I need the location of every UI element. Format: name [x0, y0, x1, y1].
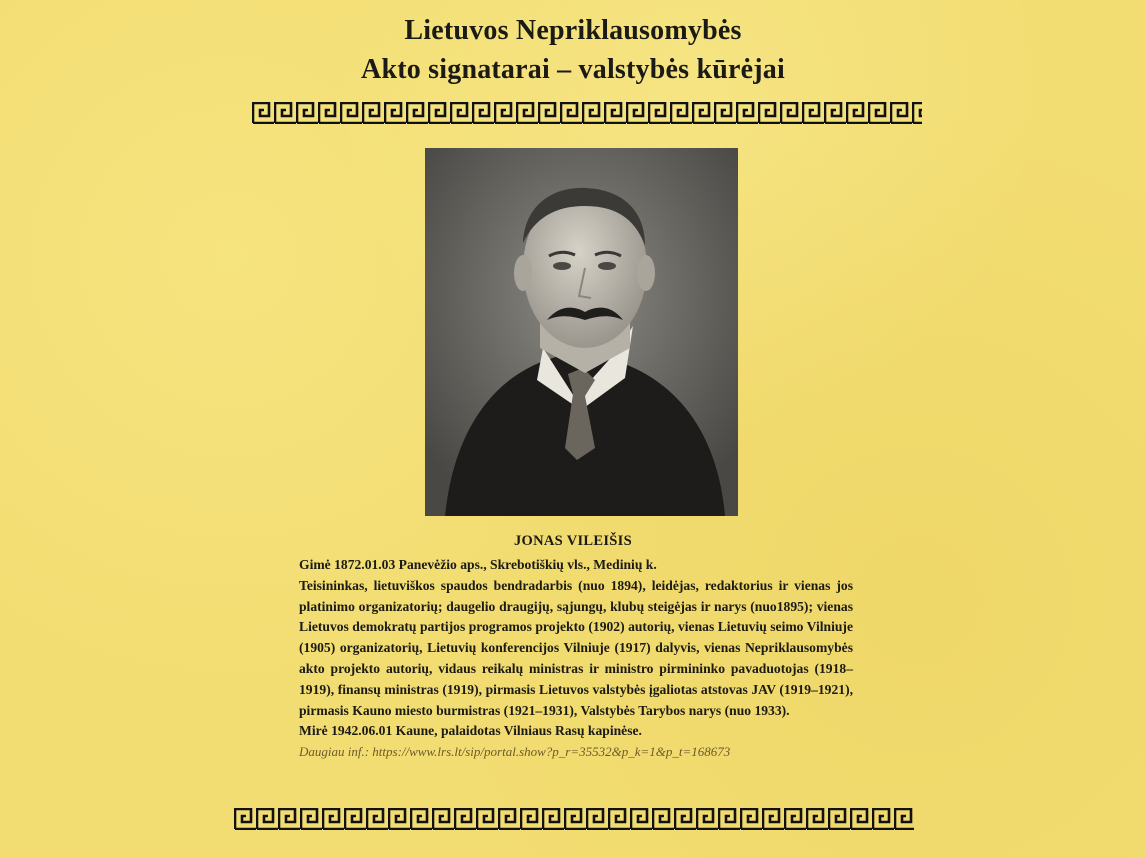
- greek-key-border-top: [252, 102, 922, 124]
- birth-info: Gimė 1872.01.03 Panevėžio aps., Skrebotiškių vls., Medinių k.: [299, 557, 657, 572]
- portrait-icon: [425, 148, 738, 516]
- biography: [299, 555, 853, 763]
- death-info: Mirė 1942.06.01 Kaune, palaidotas Vilniaus Rasų kapinėse.: [299, 723, 642, 739]
- page-title-line-1: Lietuvos Nepriklausomybės: [404, 15, 742, 46]
- biography-text: Teisininkas, lietuviškos spaudos bendradarbis (nuo 1894), leidėjas, redaktorius ir vienas jos platinimo organizatorių; daugelio draugijų, sąjungų, klubų steigėjas ir narys (nuo1895); vienas Lietuvos demokratų partijos programos projekto (1902) autorių, vienas Lietuvių seimo Vilniuje (1905) organizatorių, Lietuvių konferencijos Vilniuje (1917) dalyvis, vienas Nepriklausomybės akto projekto autorių, vidaus reikalų ministras ir ministro pirmininko pavaduotojas (1918–1919), finansų ministras (1919), pirmasis Lietuvos valstybės įgaliotas atstovas JAV (1919–1921), pirmasis Kauno miesto burmistras (1921–1931), Valstybės Tarybos narys (nuo 1933).: [299, 577, 853, 718]
- person-name: JONAS VILEIŠIS: [514, 533, 632, 549]
- portrait-photo: [425, 148, 738, 516]
- greek-key-border-bottom: [234, 808, 914, 830]
- page-title-line-2: Akto signatarai – valstybės kūrėjai: [361, 54, 785, 85]
- more-info-link[interactable]: Daugiau inf.: https://www.lrs.lt/sip/portal.show?p_r=35532&p_k=1&p_t=168673: [299, 744, 731, 760]
